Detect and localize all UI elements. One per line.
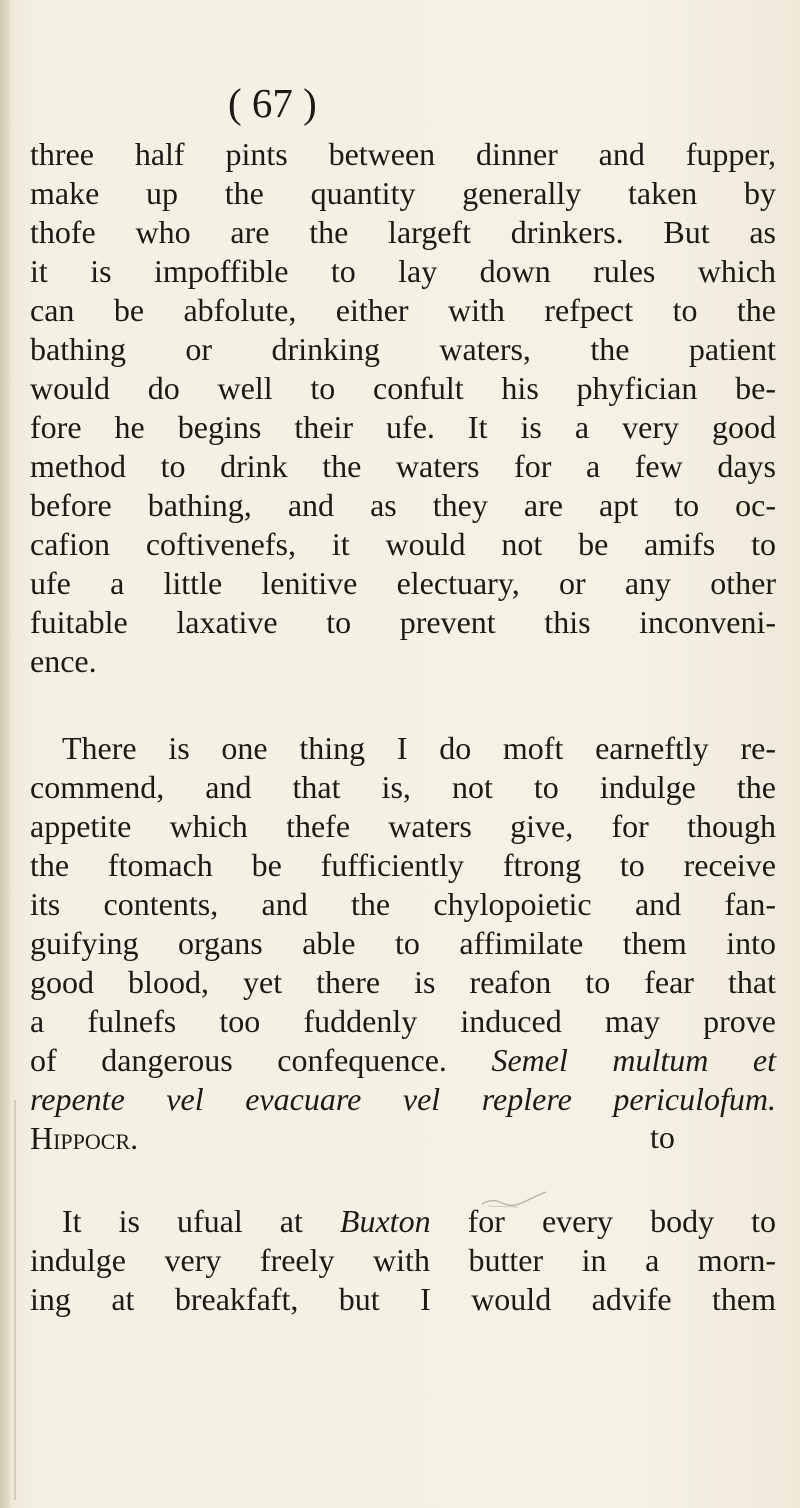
text-line: can be abfolute, either with refpect to the	[30, 292, 776, 328]
text-line: There is one thing I do moft earneftly re-	[62, 730, 776, 766]
text-line	[30, 1202, 776, 1241]
text-line: make up the quantity generally taken by	[30, 175, 776, 211]
text-line: cafion coftivenefs, it would not be amifs to	[30, 526, 776, 562]
text-line: method to drink the waters for a few days	[30, 448, 776, 484]
text-line: indulge very freely with butter in a morn-	[30, 1242, 776, 1278]
text-line: would do well to confult his phyfician be-	[30, 370, 776, 406]
paragraph-2	[30, 729, 776, 1158]
text-line: fore he begins their ufe. It is a very good	[30, 409, 776, 445]
text-line: fuitable laxative to prevent this inconveni-	[30, 604, 776, 640]
latin-quote-line	[30, 1080, 776, 1119]
quote-attribution: Hippocr.	[30, 1120, 139, 1156]
binding-gutter-shadow	[0, 0, 10, 1508]
text-line: commend, and that is, not to indulge the	[30, 769, 776, 805]
ink-smudge	[478, 1186, 550, 1210]
paragraph-gap	[30, 1158, 776, 1202]
paragraph-gap	[30, 681, 776, 729]
text-line: a fulnefs too fuddenly induced may prove	[30, 1003, 776, 1039]
page-number: ( 67 )	[228, 80, 317, 126]
text-segment: It is ufual at	[62, 1203, 303, 1239]
latin-quote: repente vel evacuare vel replere periculofum.	[30, 1081, 776, 1117]
binding-gutter-line	[14, 1100, 16, 1500]
text-line: the ftomach be fufficiently ftrong to receive	[30, 847, 776, 883]
text-segment: for every body to	[467, 1203, 777, 1239]
text-line: three half pints between dinner and fupper,	[30, 136, 776, 172]
text-line: good blood, yet there is reafon to fear that	[30, 964, 776, 1000]
text-line: it is impoffible to lay down rules which	[30, 253, 776, 289]
text-line: ufe a little lenitive electuary, or any other	[30, 565, 776, 601]
paragraph-1	[30, 135, 776, 681]
text-line: bathing or drinking waters, the patient	[30, 331, 776, 367]
paragraph-3	[30, 1202, 776, 1319]
text-line: ing at breakfaft, but I would advife them	[30, 1281, 776, 1317]
text-line: its contents, and the chylopoietic and fan-	[30, 886, 776, 922]
catchword: to	[650, 1119, 675, 1155]
latin-quote: Semel multum et	[491, 1042, 776, 1078]
text-line: guifying organs able to affimilate them into	[30, 925, 776, 961]
text-line: before bathing, and as they are apt to oc-	[30, 487, 776, 523]
text-line: ence.	[30, 643, 97, 679]
text-line: appetite which thefe waters give, for though	[30, 808, 776, 844]
text-line: thofe who are the largeft drinkers. But as	[30, 214, 776, 250]
latin-quote-line	[30, 1041, 776, 1080]
place-name: Buxton	[339, 1203, 431, 1239]
text-segment: of dangerous confequence.	[30, 1042, 447, 1078]
